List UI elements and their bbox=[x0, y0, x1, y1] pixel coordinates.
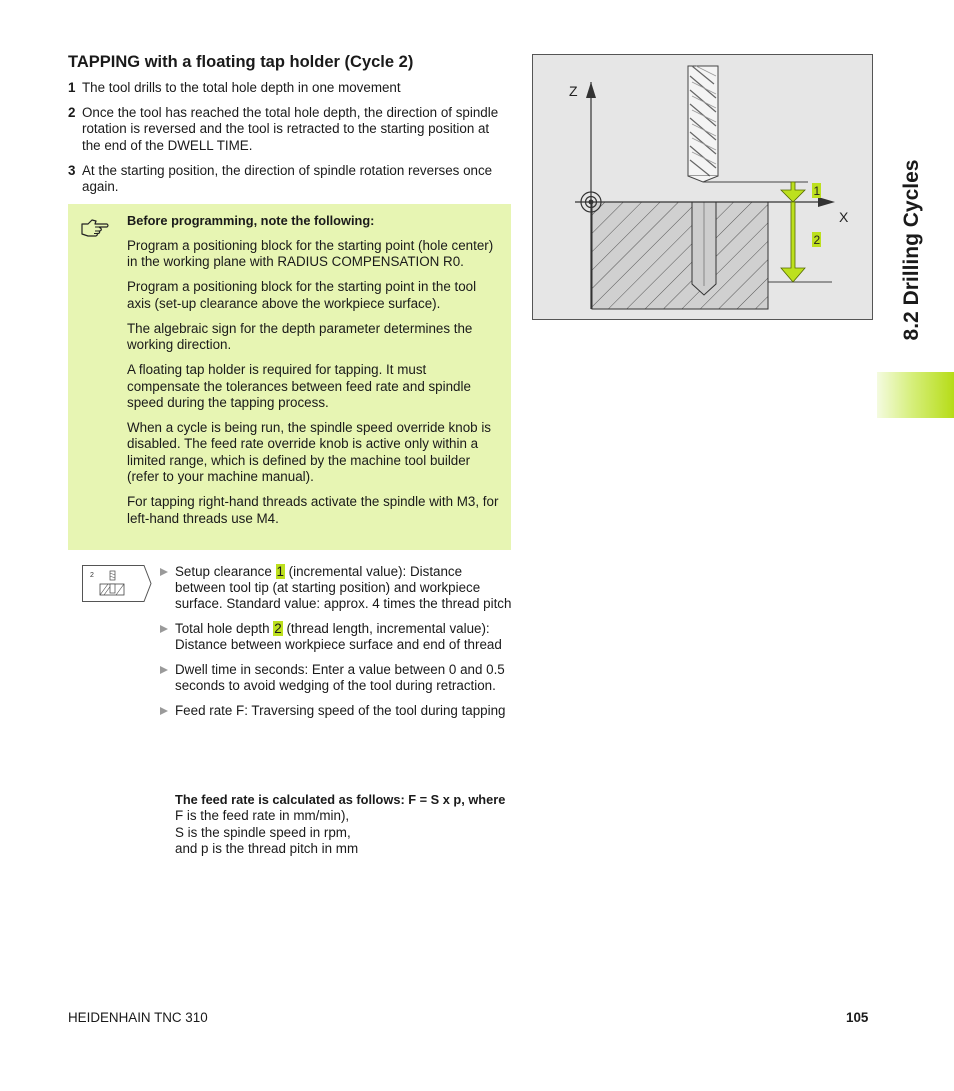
parameter-text: (thread length, incremental value): Distance between workpiece surface and end of thread bbox=[175, 621, 502, 653]
parameter-text: (incremental value): Distance between tool tip (at starting position) and workpiece surface. Standard value: approx. 4 times the thread pitch bbox=[175, 564, 512, 612]
step-text: At the starting position, the direction of spindle rotation reverses once again. bbox=[82, 162, 493, 195]
formula-heading: The feed rate is calculated as follows: F = S x p, where bbox=[175, 792, 506, 807]
parameter-item bbox=[160, 564, 512, 613]
page-number: 105 bbox=[846, 1010, 869, 1025]
footer-manual-name: HEIDENHAIN TNC 310 bbox=[68, 1010, 208, 1025]
x-axis-label: X bbox=[839, 209, 849, 225]
chapter-title-text: 8.2 Drilling Cycles bbox=[900, 159, 923, 341]
feed-rate-formula bbox=[175, 792, 515, 858]
z-axis-label: Z bbox=[569, 83, 578, 99]
note-paragraph: Program a positioning block for the starting point (hole center) in the working plane with RADIUS COMPENSATION R0. bbox=[127, 238, 494, 270]
step-text: Once the tool has reached the total hole depth, the direction of spindle rotation is reversed and the tool is retracted to the starting position at the end of the DWELL TIME. bbox=[82, 104, 499, 153]
note-paragraph: When a cycle is being run, the spindle speed override knob is disabled. The feed rate override knob is active only within a limited range, which is defined by the machine tool builder (refer to your machine manual). bbox=[127, 420, 491, 485]
process-steps bbox=[68, 80, 508, 204]
bullet-triangle-icon bbox=[160, 625, 168, 633]
bullet-triangle-icon bbox=[160, 568, 168, 576]
chapter-side-title bbox=[877, 159, 947, 341]
parameter-badge: 1 bbox=[276, 564, 284, 579]
parameter-item bbox=[160, 621, 512, 653]
bullet-triangle-icon bbox=[160, 666, 168, 674]
chapter-tab bbox=[877, 372, 954, 418]
step-item bbox=[68, 105, 508, 154]
formula-line: S is the spindle speed in rpm, bbox=[175, 824, 351, 840]
parameter-text: Total hole depth bbox=[175, 621, 274, 637]
parameter-item bbox=[160, 703, 512, 719]
step-item bbox=[68, 163, 508, 196]
label-1: 1 bbox=[813, 184, 821, 198]
cycle-parameters bbox=[160, 564, 512, 728]
programming-note-box bbox=[68, 204, 511, 550]
tapping-cycle-diagram bbox=[532, 54, 873, 320]
tapping-cycle-softkey-icon bbox=[82, 565, 152, 602]
step-number: 1 bbox=[68, 80, 76, 95]
parameter-text: Setup clearance bbox=[175, 564, 276, 579]
softkey-number: 2 bbox=[90, 572, 94, 579]
step-number: 3 bbox=[68, 162, 76, 178]
parameter-text: Feed rate F: Traversing speed of the tool during tapping bbox=[175, 703, 506, 719]
workpiece bbox=[592, 202, 768, 309]
note-paragraph: For tapping right-hand threads activate the spindle with M3, for left-hand threads use M4. bbox=[127, 494, 499, 526]
tap-tool bbox=[688, 66, 718, 182]
step-number: 2 bbox=[68, 104, 76, 120]
parameter-text: Dwell time in seconds: Enter a value between 0 and 0.5 seconds to avoid wedging of the tool during retraction. bbox=[175, 662, 505, 694]
formula-line: and p is the thread pitch in mm bbox=[175, 841, 359, 857]
pointing-hand-icon bbox=[80, 216, 110, 238]
step-text: The tool drills to the total hole depth in one movement bbox=[82, 80, 401, 95]
formula-line: F is the feed rate in mm/min), bbox=[175, 808, 350, 824]
note-paragraph: Program a positioning block for the starting point in the tool axis (set-up clearance above the workpiece surface). bbox=[127, 279, 477, 311]
step-item bbox=[68, 80, 508, 96]
note-heading: Before programming, note the following: bbox=[127, 213, 375, 228]
parameter-item bbox=[160, 662, 512, 694]
label-2: 2 bbox=[813, 233, 821, 247]
bullet-triangle-icon bbox=[160, 707, 168, 715]
note-paragraph: The algebraic sign for the depth parameter determines the working direction. bbox=[127, 320, 473, 353]
note-paragraph: A floating tap holder is required for tapping. It must compensate the tolerances between feed rate and spindle speed during the tapping process. bbox=[127, 362, 471, 411]
parameter-badge: 2 bbox=[274, 621, 282, 637]
section-heading: TAPPING with a floating tap holder (Cycle 2) bbox=[68, 53, 414, 71]
